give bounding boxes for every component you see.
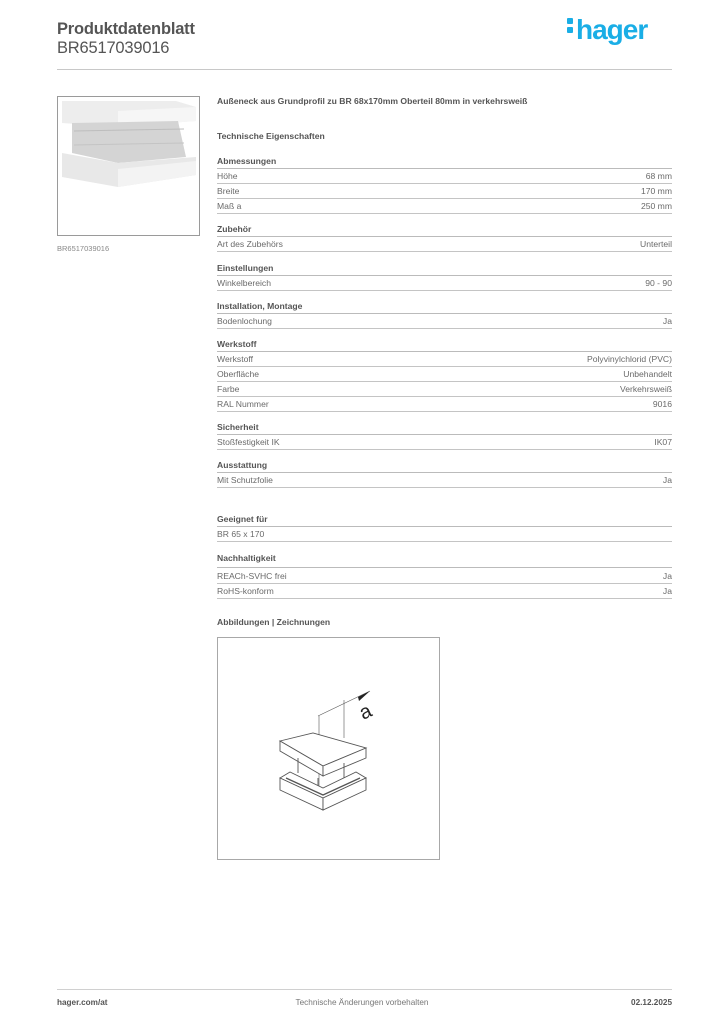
product-photo-icon [58,97,199,235]
table-row [217,527,672,542]
dimension-label-a: a [355,699,376,725]
row-label: BR 65 x 170 [217,529,265,539]
table-row [217,367,672,382]
section-geeignet-title: Geeignet für [217,513,672,527]
section-werkstoff-title: Werkstoff [217,338,672,352]
row-label: Mit Schutzfolie [217,475,273,485]
table-row [217,397,672,412]
product-description: Außeneck aus Grundprofil zu BR 68x170mm Oberteil 80mm in verkehrsweiß [217,96,528,106]
section-einstellungen-title: Einstellungen [217,262,672,276]
row-value: Ja [662,475,672,485]
table-row [217,352,672,367]
header-divider [57,69,672,70]
row-value: Polyvinylchlorid (PVC) [586,354,672,364]
section-ausstattung-title: Ausstattung [217,459,672,473]
product-photo-caption: BR6517039016 [57,244,110,253]
row-value: Ja [662,316,672,326]
product-photo [57,96,200,236]
row-label: Oberfläche [217,369,260,379]
hager-logo [567,14,647,46]
section-installation-title: Installation, Montage [217,300,672,314]
row-label: Art des Zubehörs [217,239,283,249]
row-label: RAL Nummer [217,399,269,409]
product-code: BR6517039016 [57,39,170,57]
corner-drawing-icon [218,638,439,859]
table-row [217,237,672,252]
section-abmessungen-title: Abmessungen [217,155,672,169]
row-label: Bodenlochung [217,316,272,326]
row-value: Unterteil [640,239,672,249]
table-row [217,382,672,397]
table-row [217,569,672,584]
table-row [217,314,672,329]
footer-website-link[interactable]: hager.com/at [57,998,108,1007]
drawings-heading: Abbildungen | Zeichnungen [217,617,331,627]
row-label: Stoßfestigkeit IK [217,437,280,447]
row-value: 170 mm [640,186,672,196]
table-row [217,276,672,291]
technical-drawing [217,637,440,860]
footer-date: 02.12.2025 [631,998,672,1007]
row-label: RoHS-konform [217,586,274,596]
row-label: Winkelbereich [217,278,271,288]
tech-heading: Technische Eigenschaften [217,131,325,141]
row-value: 68 mm [645,171,672,181]
row-value: 90 - 90 [645,278,672,288]
table-row [217,435,672,450]
row-label: Höhe [217,171,238,181]
table-row [217,473,672,488]
row-value: Ja [662,571,672,581]
row-value: Unbehandelt [623,369,672,379]
row-value: Ja [662,586,672,596]
table-row [217,584,672,599]
footer-divider [57,989,672,990]
row-label: Farbe [217,384,240,394]
section-nachhaltigkeit-title: Nachhaltigkeit [217,552,672,568]
row-label: Werkstoff [217,354,253,364]
row-label: Maß a [217,201,242,211]
logo-text: hager [576,14,648,45]
row-label: Breite [217,186,240,196]
row-value: 250 mm [640,201,672,211]
table-row [217,184,672,199]
row-value: 9016 [652,399,672,409]
logo-colon-icon [567,15,574,36]
footer-notice: Technische Änderungen vorbehalten [295,998,429,1007]
section-sicherheit-title: Sicherheit [217,421,672,435]
row-value: Verkehrsweiß [619,384,672,394]
row-value: IK07 [654,437,672,447]
page-title: Produktdatenblatt [57,20,195,38]
table-row [217,169,672,184]
row-label: REACh-SVHC frei [217,571,287,581]
table-row [217,199,672,214]
section-zubehoer-title: Zubehör [217,223,672,237]
